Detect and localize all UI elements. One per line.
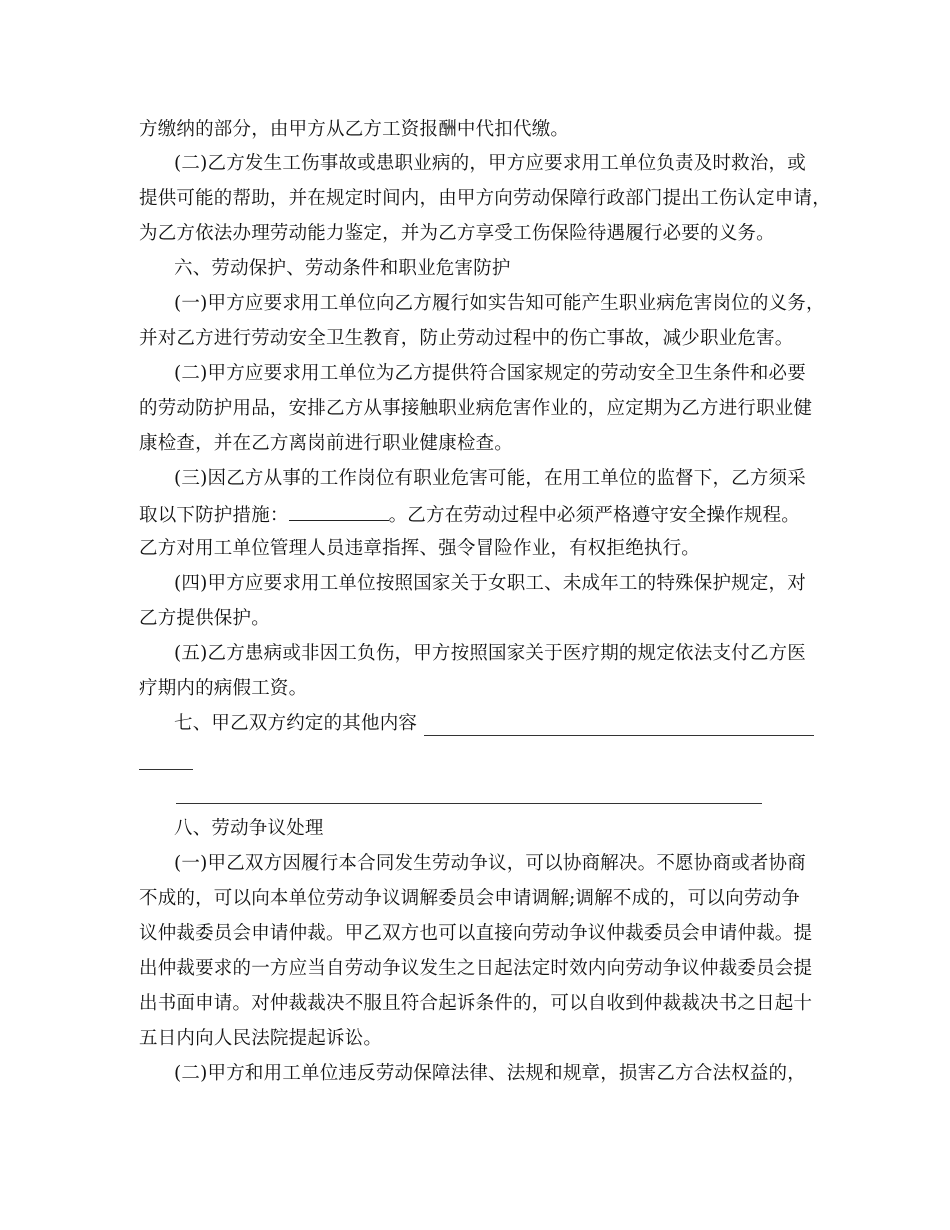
line-text: 。乙方在劳动过程中必须严格遵守安全操作规程。 (388, 505, 801, 526)
text-line: 为乙方依法办理劳动能力鉴定，并为乙方享受工伤保险待遇履行必要的义务。 (139, 223, 775, 244)
text-line: 乙方提供保护。 (139, 608, 270, 629)
text-line: 康检查，并在乙方离岗前进行职业健康检查。 (139, 433, 514, 454)
text-line: 出书面申请。对仲裁裁决不服且符合起诉条件的，可以自收到仲裁裁决书之日起十 (139, 993, 813, 1014)
text-line: (三)因乙方从事的工作岗位有职业危害可能，在用工单位的监督下，乙方须采 (174, 468, 806, 489)
text-line-with-blank (139, 502, 819, 528)
text-line: (二)乙方发生工伤事故或患职业病的，甲方应要求用工单位负责及时救治，或 (174, 153, 806, 174)
text-line: 并对乙方进行劳动安全卫生教育，防止劳动过程中的伤亡事故，减少职业危害。 (139, 328, 794, 349)
text-line: 出仲裁要求的一方应当自劳动争议发生之日起法定时效内向劳动争议仲裁委员会提 (139, 958, 813, 979)
fill-in-blank (139, 769, 193, 770)
text-line: (四)甲方应要求用工单位按照国家关于女职工、未成年工的特殊保护规定，对 (174, 573, 806, 594)
fill-in-blank (289, 502, 389, 521)
text-line: 议仲裁委员会申请仲裁。甲乙双方也可以直接向劳动争议仲裁委员会申请仲裁。提 (139, 923, 813, 944)
text-line: 乙方对用工单位管理人员违章指挥、强令冒险作业，有权拒绝执行。 (139, 538, 701, 559)
text-line: (一)甲乙双方因履行本合同发生劳动争议，可以协商解决。不愿协商或者协商 (174, 853, 806, 874)
text-line: 提供可能的帮助，并在规定时间内，由甲方向劳动保障行政部门提出工伤认定申请， (139, 188, 831, 209)
text-line: 不成的，可以向本单位劳动争议调解委员会申请调解;调解不成的，可以向劳动争 (139, 888, 800, 909)
text-line: (一)甲方应要求用工单位向乙方履行如实告知可能产生职业病危害岗位的义务， (174, 293, 825, 314)
text-line: 的劳动防护用品，安排乙方从事接触职业病危害作业的，应定期为乙方进行职业健 (139, 398, 813, 419)
text-line: (五)乙方患病或非因工负伤，甲方按照国家关于医疗期的规定依法支付乙方医 (174, 643, 806, 664)
fill-in-blank (176, 803, 762, 804)
section-heading: 八、劳动争议处理 (174, 818, 324, 839)
text-line: (二)甲方和用工单位违反劳动保障法律、法规和规章，损害乙方合法权益的， (174, 1063, 806, 1084)
text-line: 方缴纳的部分，由甲方从乙方工资报酬中代扣代缴。 (139, 119, 570, 140)
text-line: 五日内向人民法院提起诉讼。 (139, 1028, 383, 1049)
line-text: 取以下防护措施： (139, 505, 289, 526)
text-line: 疗期内的病假工资。 (139, 678, 308, 699)
fill-in-blank (424, 735, 814, 736)
text-line: (二)甲方应要求用工单位为乙方提供符合国家规定的劳动安全卫生条件和必要 (174, 363, 806, 384)
section-heading: 七、甲乙双方约定的其他内容 (174, 713, 418, 734)
section-heading: 六、劳动保护、劳动条件和职业危害防护 (174, 258, 511, 279)
